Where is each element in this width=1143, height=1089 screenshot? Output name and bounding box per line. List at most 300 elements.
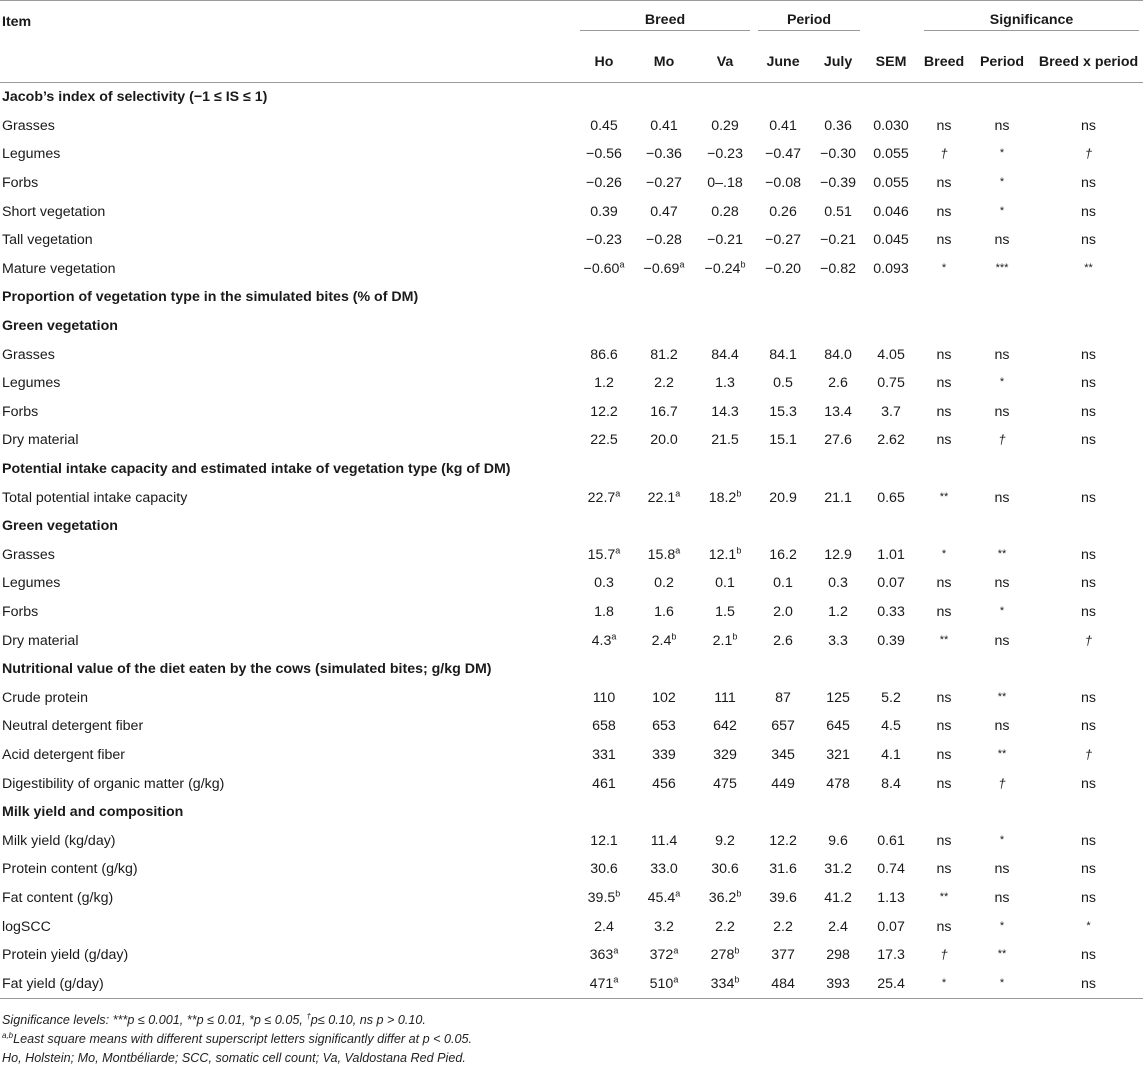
cell-sig-interaction [1034,683,1143,712]
superscript-letter: b [736,487,742,498]
table-row [0,683,1143,712]
cell-june [754,398,812,427]
cell-value: 31.2 [824,861,852,878]
cell-sem [864,826,918,855]
cell-value: ns [936,603,952,620]
cell-sem [864,741,918,770]
cell-value: −0.23 [586,232,622,249]
cell-value: 4.05 [877,346,905,363]
cell-value: * [999,376,1005,389]
cell-value: 0.5 [773,375,793,392]
cell-ho [576,255,632,284]
cell-ho [576,884,632,913]
cell-sig-period [970,483,1034,512]
cell-value: ns [1081,346,1097,363]
cell-value: ns [1081,975,1097,992]
cell-sig-period [970,369,1034,398]
cell-sem [864,855,918,884]
table-row [0,369,1143,398]
cell-value: ns [994,117,1010,134]
cell-value: 25.4 [877,975,905,992]
cell-sig-breed [918,541,970,570]
row-label: Protein yield (g/day) [2,947,129,964]
cell-sig-period [970,855,1034,884]
item-header: Item [0,1,576,43]
cell-mo [632,369,696,398]
footnote-text-part: Significance levels: *** [2,1013,128,1027]
cell-value: ns [1081,203,1097,220]
cell-value: ** [997,547,1007,560]
section-label: Nutritional value of the diet eaten by the cows (simulated bites; g/kg DM) [2,661,492,678]
cell-value: ns [1081,889,1097,906]
cell-june [754,140,812,169]
superscript-letter: a [611,630,617,641]
cell-value: ns [936,746,952,763]
cell-ho [576,741,632,770]
table-row [0,169,1143,198]
cell-value: 2.2 [654,375,674,392]
cell-sig-breed [918,769,970,798]
cell-mo [632,569,696,598]
cell-value: 645 [826,718,850,735]
cell-value: −0.27 [765,232,801,249]
cell-ho [576,826,632,855]
cell-sig-period [970,826,1034,855]
cell-value: −0.21 [707,232,743,249]
cell-sig-interaction [1034,769,1143,798]
cell-mo [632,483,696,512]
cell-sem [864,426,918,455]
cell-value: ** [939,890,949,903]
section-label: Proportion of vegetation type in the simulated bites (% of DM) [2,289,419,306]
cell-mo [632,112,696,141]
cell-sig-period [970,169,1034,198]
row-label: Protein content (g/kg) [2,861,138,878]
cell-value: 87 [775,689,791,706]
cell-value: 16.2 [769,546,797,563]
period-group-label: Period [758,12,860,31]
cell-value: −0.30 [820,146,856,163]
table-row [0,712,1143,741]
cell-value: 0.51 [824,203,852,220]
cell-value: 0.3 [828,575,848,592]
cell-va [696,197,754,226]
cell-value: 0.29 [711,117,739,134]
cell-value: 2.2 [773,918,793,935]
table-row [0,112,1143,141]
cell-value: 1.2 [594,375,614,392]
cell-value: 339 [652,746,676,763]
cell-sig-period [970,112,1034,141]
cell-value: * [999,204,1005,217]
cell-value: 30.6 [590,861,618,878]
section-label: Green vegetation [2,518,118,535]
cell-sig-interaction [1034,140,1143,169]
cell-mo [632,140,696,169]
row-label: logSCC [2,918,51,935]
cell-value: 393 [826,975,850,992]
period-group-header [754,1,864,43]
cell-sig-period [970,712,1034,741]
cell-june [754,855,812,884]
cell-va [696,769,754,798]
cell-july [812,626,864,655]
cell-sig-breed [918,884,970,913]
col-header-sig-breed: Breed [918,42,970,83]
cell-value: 4.1 [881,746,901,763]
cell-june [754,884,812,913]
cell-value: 475 [713,775,737,792]
cell-mo [632,169,696,198]
cell-value: ** [997,690,1007,703]
cell-july [812,483,864,512]
cell-value: ns [1081,546,1097,563]
superscript-letter: b [740,259,746,270]
table-row [0,226,1143,255]
cell-value: −0.20 [765,260,801,277]
cell-value: 449 [771,775,795,792]
cell-ho [576,912,632,941]
cell-sig-breed [918,741,970,770]
cell-june [754,112,812,141]
cell-value: 278 [710,947,735,964]
cell-value: 15.1 [769,432,797,449]
table-row [0,912,1143,941]
cell-june [754,226,812,255]
cell-july [812,769,864,798]
cell-value: 110 [592,689,616,706]
cell-july [812,884,864,913]
cell-value: 84.0 [824,346,852,363]
cell-value: 20.0 [650,432,678,449]
cell-june [754,626,812,655]
cell-sem [864,912,918,941]
cell-july [812,712,864,741]
cell-mo [632,912,696,941]
cell-mo [632,226,696,255]
cell-value: 0.07 [877,575,905,592]
cell-june [754,598,812,627]
cell-value: ns [994,489,1010,506]
cell-mo [632,340,696,369]
cell-value: 30.6 [711,861,739,878]
cell-value: 0.1 [715,575,735,592]
superscript-letter: a [673,945,679,956]
cell-sem [864,598,918,627]
cell-sig-interaction [1034,169,1143,198]
section-row [0,283,1143,312]
cell-value: 456 [652,775,676,792]
cell-value: * [941,261,947,274]
col-header-mo: Mo [632,42,696,83]
cell-sig-breed [918,626,970,655]
cell-value: 0.055 [873,175,909,192]
superscript-letter: a [679,259,685,270]
cell-sem [864,169,918,198]
table-row [0,483,1143,512]
cell-va [696,483,754,512]
cell-july [812,683,864,712]
col-header-sig-period: Period [970,42,1034,83]
row-label: Forbs [2,403,39,420]
cell-sig-interaction [1034,626,1143,655]
cell-value: ns [936,232,952,249]
cell-value: 0.3 [594,575,614,592]
table-row [0,426,1143,455]
cell-va [696,826,754,855]
cell-va [696,426,754,455]
cell-value: 0.36 [824,117,852,134]
cell-june [754,340,812,369]
cell-value: ns [994,403,1010,420]
cell-va [696,140,754,169]
cell-value: −0.47 [765,146,801,163]
cell-sig-period [970,884,1034,913]
cell-value: * [999,604,1005,617]
superscript-letter: a [613,973,619,984]
col-header-june: June [754,42,812,83]
table-row [0,855,1143,884]
cell-sig-period [970,255,1034,284]
cell-value: ns [936,432,952,449]
cell-june [754,712,812,741]
cell-va [696,969,754,998]
cell-ho [576,626,632,655]
cell-july [812,741,864,770]
cell-july [812,541,864,570]
cell-value: 321 [826,746,850,763]
section-label: Jacob’s index of selectivity (−1 ≤ IS ≤ 1) [2,89,268,106]
cell-value: ns [994,718,1010,735]
cell-value: 484 [771,975,795,992]
cell-sig-period [970,197,1034,226]
row-label: Legumes [2,375,61,392]
cell-july [812,855,864,884]
cell-value: 478 [826,775,850,792]
cell-value: ns [936,689,952,706]
cell-value: 16.7 [650,403,678,420]
cell-value: 2.62 [877,432,905,449]
row-label: Forbs [2,603,39,620]
cell-sem [864,683,918,712]
cell-july [812,112,864,141]
row-label: Neutral detergent fiber [2,718,144,735]
significance-group-header [918,1,1143,43]
cell-value: ns [1081,718,1097,735]
footnote-text-part: > 0.10. [383,1013,426,1027]
cell-value: * [999,176,1005,189]
cell-value: ns [994,632,1010,649]
cell-value: 12.2 [769,832,797,849]
cell-value: 653 [652,718,676,735]
cell-value: −0.24 [704,260,741,277]
cell-ho [576,712,632,741]
cell-va [696,569,754,598]
cell-value: ns [1081,375,1097,392]
cell-june [754,683,812,712]
table-row [0,598,1143,627]
cell-ho [576,140,632,169]
cell-va [696,255,754,284]
cell-mo [632,398,696,427]
section-label: Milk yield and composition [2,804,184,821]
superscript-letter: b [736,545,742,556]
cell-value: 461 [592,775,616,792]
cell-value: 22.1 [647,489,676,506]
superscript-letter: b [734,973,740,984]
cell-value: † [998,432,1006,448]
cell-value: −0.82 [820,260,856,277]
cell-value: 41.2 [824,889,852,906]
cell-value: 33.0 [650,861,678,878]
cell-value: *** [995,261,1009,274]
cell-va [696,398,754,427]
cell-value: 2.6 [773,632,793,649]
cell-va [696,112,754,141]
cell-value: −0.28 [646,232,682,249]
cell-mo [632,255,696,284]
cell-value: ns [936,775,952,792]
cell-sig-breed [918,855,970,884]
header-row-columns [0,42,1143,83]
cell-value: 15.7 [587,546,616,563]
cell-value: 0.093 [873,260,909,277]
cell-june [754,941,812,970]
cell-value: 345 [771,746,795,763]
row-label: Legumes [2,575,61,592]
header-row-groups [0,1,1143,43]
cell-sig-period [970,626,1034,655]
cell-value: 331 [592,746,616,763]
cell-value: 0.45 [590,117,618,134]
cell-value: ns [936,718,952,735]
cell-value: 1.2 [828,603,848,620]
table-row [0,969,1143,998]
cell-june [754,769,812,798]
cell-va [696,369,754,398]
cell-sig-breed [918,598,970,627]
cell-value: 84.1 [769,346,797,363]
cell-value: −0.26 [586,175,622,192]
cell-mo [632,712,696,741]
cell-value: * [941,547,947,560]
footnote-text-part: p [376,1013,384,1027]
cell-sig-period [970,769,1034,798]
cell-value: 0.74 [877,861,905,878]
cell-value: ns [994,232,1010,249]
cell-value: −0.60 [583,260,620,277]
cell-sig-breed [918,969,970,998]
cell-value: −0.27 [646,175,682,192]
cell-value: 372 [649,947,674,964]
cell-value: 21.1 [824,489,852,506]
cell-value: 0.2 [654,575,674,592]
cell-ho [576,169,632,198]
cell-value: ns [936,375,952,392]
cell-sem [864,197,918,226]
cell-sem [864,884,918,913]
cell-value: 22.7 [587,489,616,506]
cell-july [812,340,864,369]
cell-ho [576,855,632,884]
cell-value: 12.2 [590,403,618,420]
cell-sig-interaction [1034,941,1143,970]
cell-sig-breed [918,140,970,169]
cell-mo [632,741,696,770]
cell-value: ns [1081,432,1097,449]
cell-value: 111 [714,689,736,706]
cell-sig-breed [918,169,970,198]
cell-value: 0.75 [877,375,905,392]
cell-va [696,855,754,884]
section-row [0,798,1143,827]
cell-value: 1.5 [715,603,735,620]
sem-spacer [864,1,918,43]
cell-value: ** [1084,261,1093,274]
cell-value: 2.2 [715,918,735,935]
cell-value: 86.6 [590,346,618,363]
cell-value: 510 [649,975,674,992]
cell-value: † [998,775,1006,791]
cell-sem [864,398,918,427]
row-label: Short vegetation [2,203,106,220]
cell-value: 0.046 [873,203,909,220]
cell-july [812,826,864,855]
cell-value: 1.3 [715,375,735,392]
col-header-sig-interaction: Breed x period [1034,42,1143,83]
cell-value: 2.4 [828,918,848,935]
table-row [0,884,1143,913]
footnote-text-part: ≤ 0.01, * [203,1013,254,1027]
cell-sig-period [970,941,1034,970]
cell-value: ns [1081,232,1097,249]
cell-june [754,483,812,512]
cell-ho [576,769,632,798]
row-label: Digestibility of organic matter (g/kg) [2,775,225,792]
cell-mo [632,683,696,712]
cell-value: 329 [713,746,737,763]
cell-value: 471 [589,975,614,992]
cell-value: 2.1 [712,632,733,649]
superscript-letter: a [675,545,681,556]
cell-value: 17.3 [877,947,905,964]
cell-value: 3.7 [881,403,901,420]
section-row [0,83,1143,112]
row-label: Grasses [2,117,55,134]
cell-va [696,226,754,255]
cell-june [754,197,812,226]
cell-sig-breed [918,483,970,512]
cell-value: 0.61 [877,832,905,849]
cell-value: 21.5 [711,432,739,449]
cell-ho [576,340,632,369]
cell-sig-period [970,398,1034,427]
table-row [0,255,1143,284]
section-row [0,455,1143,484]
cell-value: 8.4 [881,775,901,792]
cell-july [812,197,864,226]
cell-sem [864,769,918,798]
breed-group-header [576,1,754,43]
item-spacer [0,42,576,83]
cell-va [696,541,754,570]
cell-sig-breed [918,941,970,970]
table-row [0,741,1143,770]
footnote-superscript-marker: a,b [2,1030,14,1040]
cell-value: 377 [771,947,795,964]
cell-value: 2.4 [651,632,672,649]
table-row [0,769,1143,798]
